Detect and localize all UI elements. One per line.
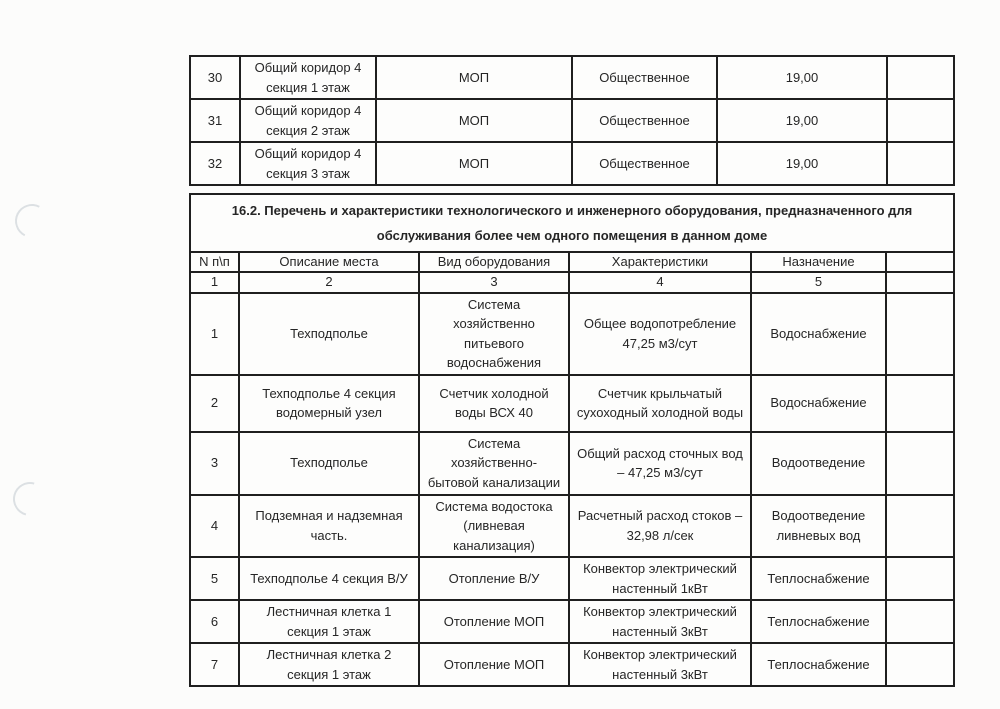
header-row [190, 252, 954, 272]
row-number-cell: 31 [190, 99, 240, 142]
empty-cell [887, 56, 954, 99]
header-cell-place: Описание места [239, 252, 419, 272]
characteristics-cell: Общий расход сточных вод – 47,25 м3/сут [569, 432, 751, 495]
header-cell-num: N п\п [190, 252, 239, 272]
purpose-cell: Теплоснабжение [751, 643, 886, 686]
equipment-cell: Система хозяйственно-бытовой канализации [419, 432, 569, 495]
equipment-cell: Система водостока (ливневая канализация) [419, 495, 569, 558]
empty-cell [887, 99, 954, 142]
place-cell: Техподполье 4 секция В/У [239, 557, 419, 600]
table-row [190, 375, 954, 432]
purpose-cell: Теплоснабжение [751, 600, 886, 643]
col-number-cell: 2 [239, 272, 419, 292]
row-number-cell: 30 [190, 56, 240, 99]
table-row [190, 99, 954, 142]
table-row [190, 142, 954, 185]
characteristics-cell: Счетчик крыльчатый сухоходный холодной воды [569, 375, 751, 432]
place-cell: Общий коридор 4 секция 1 этаж [240, 56, 376, 99]
premises-table-continuation [189, 55, 955, 186]
kind-cell: МОП [376, 142, 572, 185]
place-cell: Техподполье 4 секция водомерный узел [239, 375, 419, 432]
empty-cell [886, 252, 954, 272]
empty-cell [886, 495, 954, 558]
kind-cell: МОП [376, 99, 572, 142]
row-number-cell: 7 [190, 643, 239, 686]
table-row [190, 643, 954, 686]
row-number-cell: 1 [190, 293, 239, 375]
empty-cell [886, 293, 954, 375]
area-cell: 19,00 [717, 99, 887, 142]
place-cell: Техподполье [239, 432, 419, 495]
row-number-cell: 2 [190, 375, 239, 432]
table-row [190, 432, 954, 495]
empty-cell [886, 375, 954, 432]
table-row [190, 293, 954, 375]
table-row [190, 557, 954, 600]
table-row [190, 495, 954, 558]
purpose-cell: Общественное [572, 56, 717, 99]
equipment-cell: Отопление МОП [419, 600, 569, 643]
place-cell: Подземная и надземная часть. [239, 495, 419, 558]
header-cell-characteristics: Характеристики [569, 252, 751, 272]
area-cell: 19,00 [717, 142, 887, 185]
equipment-cell: Счетчик холодной воды ВСХ 40 [419, 375, 569, 432]
col-number-cell: 5 [751, 272, 886, 292]
row-number-cell: 4 [190, 495, 239, 558]
place-cell: Техподполье [239, 293, 419, 375]
place-cell: Общий коридор 4 секция 2 этаж [240, 99, 376, 142]
empty-cell [886, 557, 954, 600]
purpose-cell: Водоснабжение [751, 375, 886, 432]
col-number-cell: 1 [190, 272, 239, 292]
table-row [190, 600, 954, 643]
scanner-ring-mark [11, 200, 54, 243]
empty-cell [887, 142, 954, 185]
kind-cell: МОП [376, 56, 572, 99]
characteristics-cell: Конвектор электрический настенный 3кВт [569, 600, 751, 643]
purpose-cell: Теплоснабжение [751, 557, 886, 600]
characteristics-cell: Расчетный расход стоков – 32,98 л/сек [569, 495, 751, 558]
characteristics-cell: Конвектор электрический настенный 3кВт [569, 643, 751, 686]
scanner-ring-mark [7, 476, 53, 522]
empty-cell [886, 643, 954, 686]
header-cell-purpose: Назначение [751, 252, 886, 272]
equipment-cell: Система хозяйственно питьевого водоснабжения [419, 293, 569, 375]
place-cell: Лестничная клетка 1 секция 1 этаж [239, 600, 419, 643]
equipment-cell: Отопление МОП [419, 643, 569, 686]
col-number-cell: 3 [419, 272, 569, 292]
row-number-cell: 32 [190, 142, 240, 185]
characteristics-cell: Общее водопотребление 47,25 м3/сут [569, 293, 751, 375]
row-number-cell: 6 [190, 600, 239, 643]
row-number-cell: 3 [190, 432, 239, 495]
purpose-cell: Водоотведение ливневых вод [751, 495, 886, 558]
row-number-cell: 5 [190, 557, 239, 600]
purpose-cell: Общественное [572, 142, 717, 185]
purpose-cell: Общественное [572, 99, 717, 142]
purpose-cell: Водоснабжение [751, 293, 886, 375]
col-number-cell: 4 [569, 272, 751, 292]
equipment-table [189, 193, 955, 687]
empty-cell [886, 600, 954, 643]
equipment-cell: Отопление В/У [419, 557, 569, 600]
section-title-row [190, 194, 954, 252]
place-cell: Лестничная клетка 2 секция 1 этаж [239, 643, 419, 686]
header-cell-equipment: Вид оборудования [419, 252, 569, 272]
empty-cell [886, 432, 954, 495]
column-number-row [190, 272, 954, 292]
place-cell: Общий коридор 4 секция 3 этаж [240, 142, 376, 185]
section-title: 16.2. Перечень и характеристики технологического и инженерного оборудования, предназначенного для обслуживания более чем одного помещения в данном доме [190, 194, 954, 252]
purpose-cell: Водоотведение [751, 432, 886, 495]
empty-cell [886, 272, 954, 292]
characteristics-cell: Конвектор электрический настенный 1кВт [569, 557, 751, 600]
area-cell: 19,00 [717, 56, 887, 99]
table-row [190, 56, 954, 99]
